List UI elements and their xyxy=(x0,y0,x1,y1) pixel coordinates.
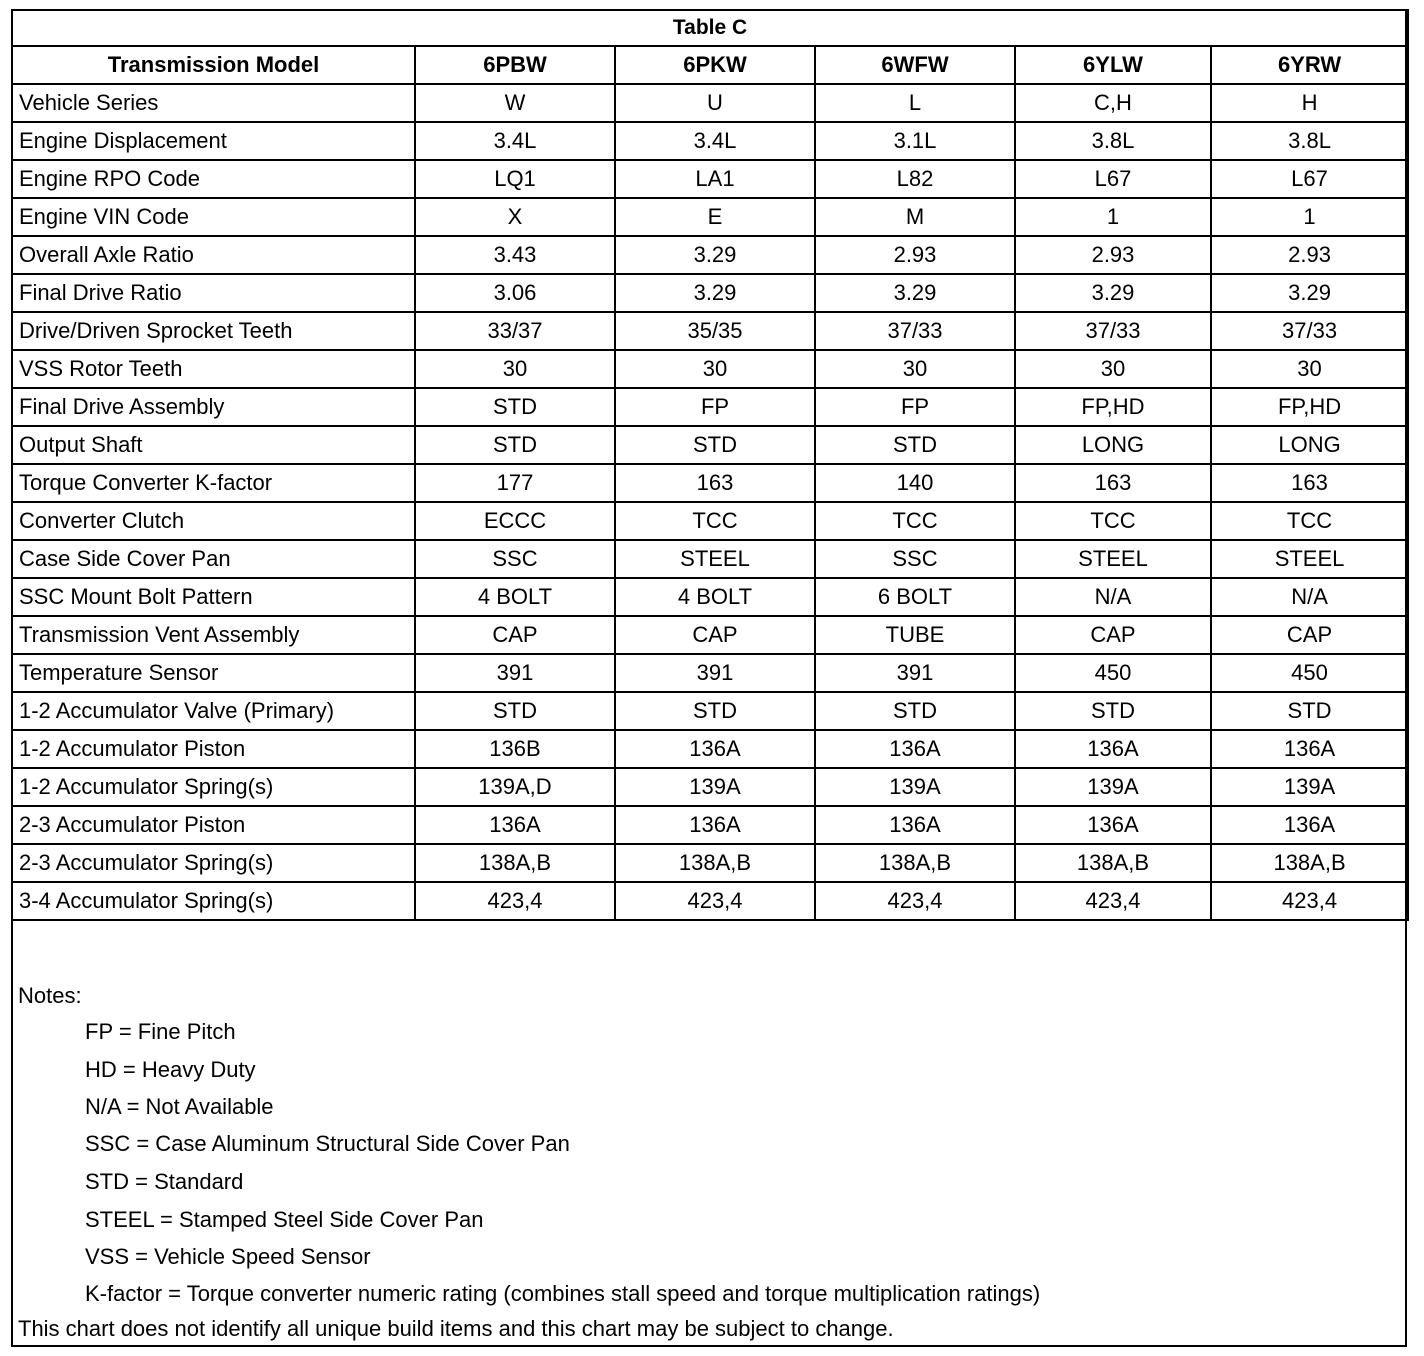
cell-value: 138A,B xyxy=(815,844,1015,882)
cell-value: 4 BOLT xyxy=(615,578,815,616)
cell-value: ECCC xyxy=(415,502,615,540)
cell-value: 450 xyxy=(1211,654,1408,692)
table-row xyxy=(12,654,1408,692)
note-item: N/A = Not Available xyxy=(85,1094,274,1119)
cell-value: 177 xyxy=(415,464,615,502)
table-title: Table C xyxy=(12,10,1408,46)
cell-value: TCC xyxy=(1015,502,1211,540)
cell-value: SSC xyxy=(415,540,615,578)
cell-value: 139A xyxy=(1211,768,1408,806)
cell-value: 163 xyxy=(1211,464,1408,502)
model-header: 6PKW xyxy=(615,46,815,84)
table-row xyxy=(12,578,1408,616)
row-label: SSC Mount Bolt Pattern xyxy=(12,578,415,616)
cell-value: 391 xyxy=(615,654,815,692)
cell-value: 423,4 xyxy=(615,882,815,920)
cell-value: 139A xyxy=(1015,768,1211,806)
cell-value: FP,HD xyxy=(1015,388,1211,426)
cell-value: STEEL xyxy=(615,540,815,578)
cell-value: LONG xyxy=(1015,426,1211,464)
table-row xyxy=(12,312,1408,350)
row-label: Overall Axle Ratio xyxy=(12,236,415,274)
table-row xyxy=(12,730,1408,768)
cell-value: M xyxy=(815,198,1015,236)
cell-value: 30 xyxy=(1211,350,1408,388)
cell-value: 139A xyxy=(615,768,815,806)
cell-value: H xyxy=(1211,84,1408,122)
table-row xyxy=(12,768,1408,806)
cell-value: SSC xyxy=(815,540,1015,578)
cell-value: 138A,B xyxy=(1211,844,1408,882)
cell-value: 3.29 xyxy=(615,236,815,274)
cell-value: STD xyxy=(615,692,815,730)
row-label: Output Shaft xyxy=(12,426,415,464)
cell-value: 136A xyxy=(1211,806,1408,844)
cell-value: 139A,D xyxy=(415,768,615,806)
row-label: Torque Converter K-factor xyxy=(12,464,415,502)
cell-value: FP,HD xyxy=(1211,388,1408,426)
model-header: 6YRW xyxy=(1211,46,1408,84)
cell-value: 423,4 xyxy=(815,882,1015,920)
cell-value: TCC xyxy=(815,502,1015,540)
cell-value: 138A,B xyxy=(615,844,815,882)
cell-value: 136A xyxy=(1015,730,1211,768)
cell-value: L xyxy=(815,84,1015,122)
cell-value: 139A xyxy=(815,768,1015,806)
cell-value: 3.29 xyxy=(615,274,815,312)
cell-value: TUBE xyxy=(815,616,1015,654)
cell-value: STD xyxy=(815,692,1015,730)
row-label: Final Drive Ratio xyxy=(12,274,415,312)
transmission-spec-table xyxy=(11,9,1409,921)
table-row xyxy=(12,616,1408,654)
row-label: 2-3 Accumulator Piston xyxy=(12,806,415,844)
table-row xyxy=(12,236,1408,274)
cell-value: L82 xyxy=(815,160,1015,198)
cell-value: 3.29 xyxy=(815,274,1015,312)
note-item: HD = Heavy Duty xyxy=(85,1057,256,1082)
table-row xyxy=(12,388,1408,426)
note-item: STD = Standard xyxy=(85,1169,244,1194)
cell-value: 136B xyxy=(415,730,615,768)
table-row xyxy=(12,160,1408,198)
cell-value: 136A xyxy=(615,730,815,768)
cell-value: 3.8L xyxy=(1211,122,1408,160)
cell-value: 163 xyxy=(1015,464,1211,502)
cell-value: 2.93 xyxy=(815,236,1015,274)
cell-value: 3.1L xyxy=(815,122,1015,160)
note-item: SSC = Case Aluminum Structural Side Cover Pan xyxy=(85,1131,570,1156)
cell-value: STEEL xyxy=(1211,540,1408,578)
cell-value: FP xyxy=(815,388,1015,426)
row-label: Engine VIN Code xyxy=(12,198,415,236)
row-label: 1-2 Accumulator Spring(s) xyxy=(12,768,415,806)
cell-value: E xyxy=(615,198,815,236)
row-label: Converter Clutch xyxy=(12,502,415,540)
table-row xyxy=(12,844,1408,882)
model-header: 6PBW xyxy=(415,46,615,84)
cell-value: X xyxy=(415,198,615,236)
cell-value: L67 xyxy=(1015,160,1211,198)
note-item: FP = Fine Pitch xyxy=(85,1019,236,1044)
note-item: STEEL = Stamped Steel Side Cover Pan xyxy=(85,1207,484,1232)
table-row xyxy=(12,464,1408,502)
cell-value: 37/33 xyxy=(1211,312,1408,350)
header-row xyxy=(12,46,1408,84)
row-label: 2-3 Accumulator Spring(s) xyxy=(12,844,415,882)
note-item: VSS = Vehicle Speed Sensor xyxy=(85,1244,371,1269)
cell-value: 423,4 xyxy=(1015,882,1211,920)
model-header: 6WFW xyxy=(815,46,1015,84)
cell-value: N/A xyxy=(1015,578,1211,616)
cell-value: 138A,B xyxy=(1015,844,1211,882)
cell-value: 3.29 xyxy=(1015,274,1211,312)
cell-value: U xyxy=(615,84,815,122)
table-row xyxy=(12,540,1408,578)
table-row xyxy=(12,274,1408,312)
cell-value: 3.06 xyxy=(415,274,615,312)
cell-value: CAP xyxy=(615,616,815,654)
cell-value: 136A xyxy=(1015,806,1211,844)
cell-value: 3.8L xyxy=(1015,122,1211,160)
cell-value: 30 xyxy=(415,350,615,388)
header-label: Transmission Model xyxy=(12,46,415,84)
cell-value: FP xyxy=(615,388,815,426)
cell-value: 138A,B xyxy=(415,844,615,882)
cell-value: 391 xyxy=(415,654,615,692)
row-label: VSS Rotor Teeth xyxy=(12,350,415,388)
cell-value: W xyxy=(415,84,615,122)
row-label: Drive/Driven Sprocket Teeth xyxy=(12,312,415,350)
cell-value: 30 xyxy=(815,350,1015,388)
row-label: Engine RPO Code xyxy=(12,160,415,198)
cell-value: 136A xyxy=(1211,730,1408,768)
cell-value: 136A xyxy=(815,730,1015,768)
cell-value: CAP xyxy=(415,616,615,654)
notes-title: Notes: xyxy=(18,983,82,1008)
cell-value: 37/33 xyxy=(815,312,1015,350)
cell-value: 3.4L xyxy=(615,122,815,160)
cell-value: STD xyxy=(1015,692,1211,730)
cell-value: 3.43 xyxy=(415,236,615,274)
cell-value: 1 xyxy=(1211,198,1408,236)
cell-value: 423,4 xyxy=(415,882,615,920)
row-label: Final Drive Assembly xyxy=(12,388,415,426)
cell-value: TCC xyxy=(1211,502,1408,540)
cell-value: 33/37 xyxy=(415,312,615,350)
row-label: Transmission Vent Assembly xyxy=(12,616,415,654)
cell-value: STD xyxy=(415,388,615,426)
row-label: 1-2 Accumulator Piston xyxy=(12,730,415,768)
cell-value: 4 BOLT xyxy=(415,578,615,616)
table-row xyxy=(12,198,1408,236)
cell-value: STD xyxy=(415,692,615,730)
cell-value: STD xyxy=(815,426,1015,464)
cell-value: STD xyxy=(1211,692,1408,730)
cell-value: 450 xyxy=(1015,654,1211,692)
cell-value: 35/35 xyxy=(615,312,815,350)
cell-value: 37/33 xyxy=(1015,312,1211,350)
cell-value: 30 xyxy=(615,350,815,388)
cell-value: 2.93 xyxy=(1211,236,1408,274)
table-row xyxy=(12,692,1408,730)
cell-value: 391 xyxy=(815,654,1015,692)
table-row xyxy=(12,122,1408,160)
row-label: Case Side Cover Pan xyxy=(12,540,415,578)
cell-value: 140 xyxy=(815,464,1015,502)
cell-value: 3.29 xyxy=(1211,274,1408,312)
cell-value: STD xyxy=(615,426,815,464)
cell-value: TCC xyxy=(615,502,815,540)
cell-value: LA1 xyxy=(615,160,815,198)
cell-value: 3.4L xyxy=(415,122,615,160)
cell-value: LQ1 xyxy=(415,160,615,198)
table-row xyxy=(12,426,1408,464)
cell-value: CAP xyxy=(1211,616,1408,654)
row-label: 1-2 Accumulator Valve (Primary) xyxy=(12,692,415,730)
row-label: Temperature Sensor xyxy=(12,654,415,692)
table-body xyxy=(12,84,1408,920)
title-row xyxy=(12,10,1408,46)
cell-value: LONG xyxy=(1211,426,1408,464)
table-row xyxy=(12,806,1408,844)
cell-value: C,H xyxy=(1015,84,1211,122)
model-header: 6YLW xyxy=(1015,46,1211,84)
row-label: 3-4 Accumulator Spring(s) xyxy=(12,882,415,920)
table-row xyxy=(12,882,1408,920)
cell-value: N/A xyxy=(1211,578,1408,616)
cell-value: 1 xyxy=(1015,198,1211,236)
cell-value: 136A xyxy=(415,806,615,844)
cell-value: STD xyxy=(415,426,615,464)
row-label: Engine Displacement xyxy=(12,122,415,160)
table-row xyxy=(12,350,1408,388)
note-item: K-factor = Torque converter numeric rating (combines stall speed and torque multiplication ratings) xyxy=(85,1281,1041,1306)
cell-value: 6 BOLT xyxy=(815,578,1015,616)
cell-value: 2.93 xyxy=(1015,236,1211,274)
cell-value: STEEL xyxy=(1015,540,1211,578)
row-label: Vehicle Series xyxy=(12,84,415,122)
cell-value: 163 xyxy=(615,464,815,502)
disclaimer: This chart does not identify all unique build items and this chart may be subject to change. xyxy=(18,1316,894,1341)
cell-value: L67 xyxy=(1211,160,1408,198)
cell-value: 136A xyxy=(615,806,815,844)
table-row xyxy=(12,84,1408,122)
cell-value: 136A xyxy=(815,806,1015,844)
cell-value: 423,4 xyxy=(1211,882,1408,920)
cell-value: 30 xyxy=(1015,350,1211,388)
table-row xyxy=(12,502,1408,540)
cell-value: CAP xyxy=(1015,616,1211,654)
